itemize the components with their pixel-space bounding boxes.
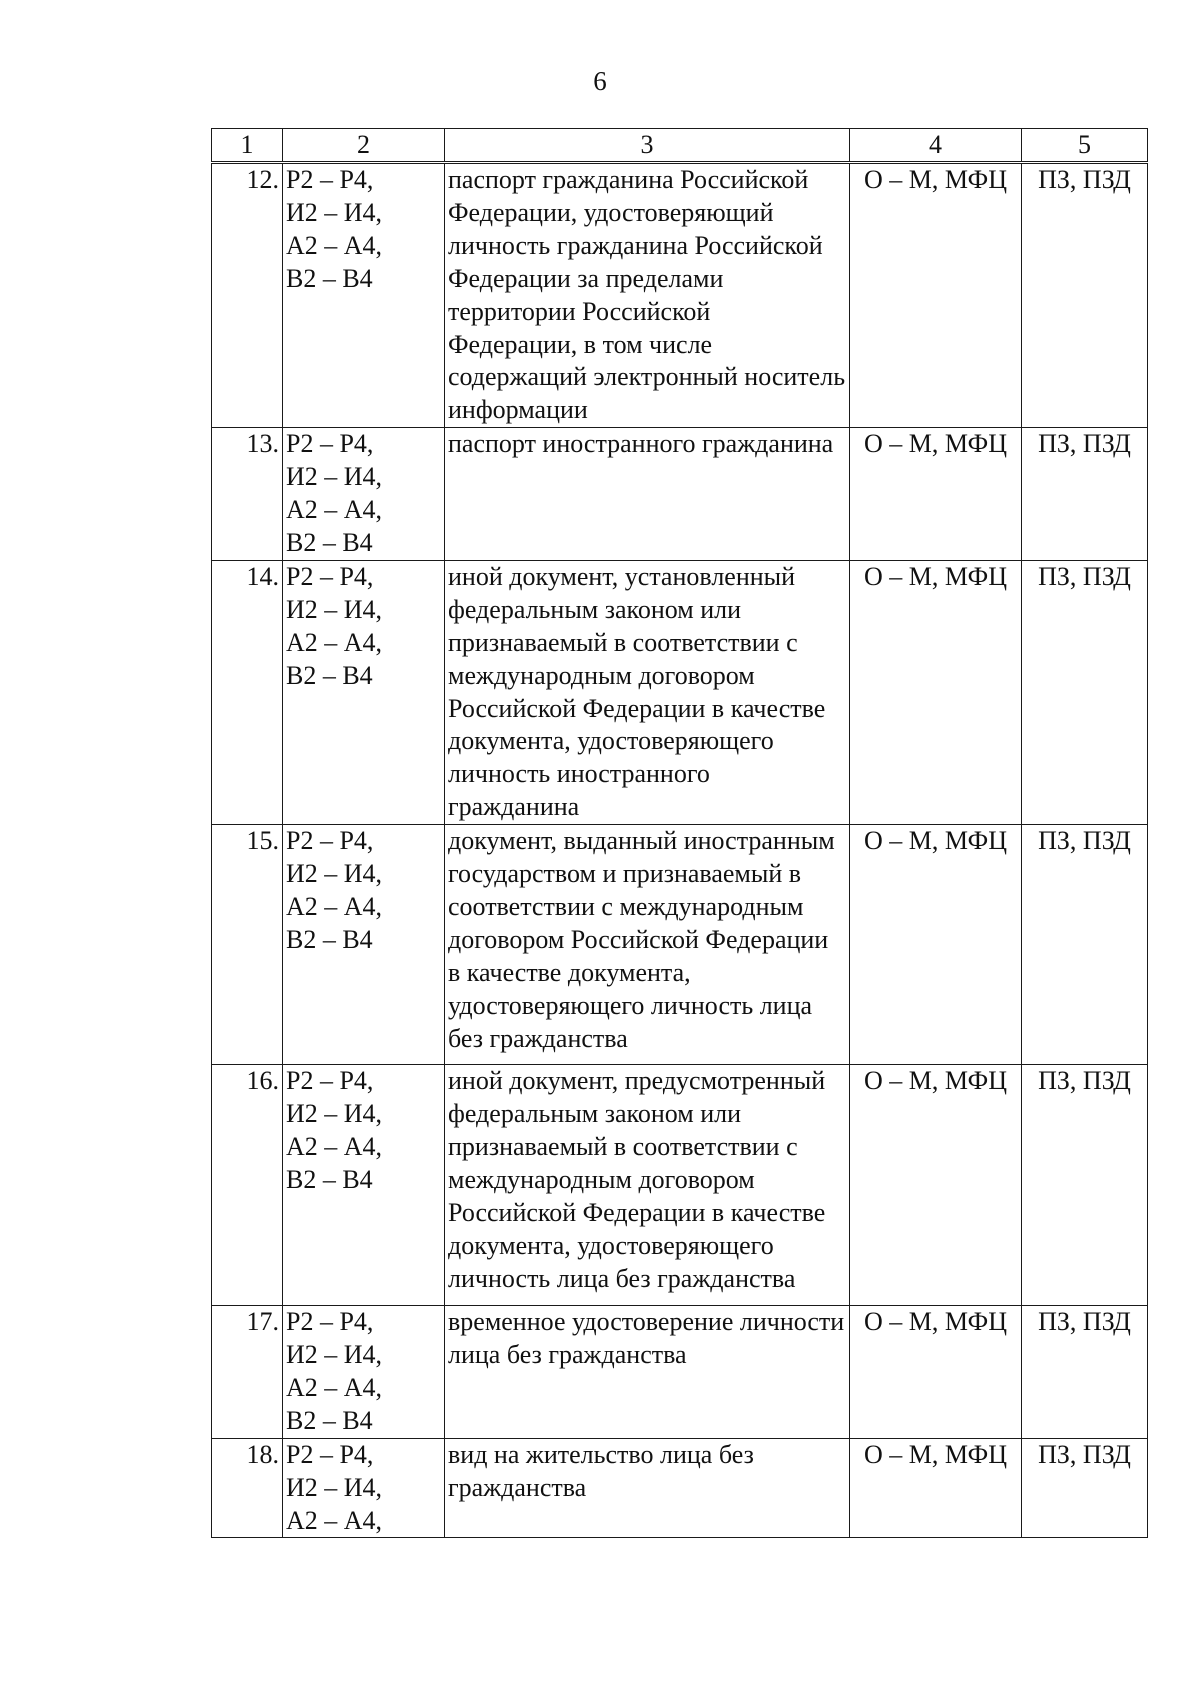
- code-line: Р2 – Р4,: [286, 1439, 374, 1469]
- row-number: 15.: [212, 825, 283, 1065]
- row-description: временное удостоверение личности лица без гражданства: [445, 1306, 850, 1439]
- row-type: ПЗ, ПЗД: [1022, 428, 1148, 561]
- code-line: И2 – И4,: [286, 859, 383, 889]
- code-line: А2 – А4,: [286, 1505, 383, 1535]
- row-number: 14.: [212, 560, 283, 824]
- row-type: ПЗ, ПЗД: [1022, 560, 1148, 824]
- code-line: Р2 – Р4,: [286, 165, 374, 194]
- row-description: иной документ, установленный федеральным законом или признаваемый в соответствии с международным договором Российской Федерации в качестве документа, удостоверяющего личность иностранного гражданина: [445, 560, 850, 824]
- row-description: иной документ, предусмотренный федеральным законом или признаваемый в соответствии с международным договором Российской Федерации в качестве документа, удостоверяющего личность лица без гражданства: [445, 1065, 850, 1306]
- table-body: [212, 163, 1148, 1538]
- code-line: И2 – И4,: [286, 1340, 383, 1370]
- code-line: А2 – А4,: [286, 891, 383, 921]
- document-table: [211, 128, 1148, 1538]
- code-line: Р2 – Р4,: [286, 1066, 374, 1096]
- row-number: 13.: [212, 428, 283, 561]
- code-line: И2 – И4,: [286, 1099, 383, 1129]
- header-col-1: 1: [212, 129, 283, 163]
- code-line: И2 – И4,: [286, 197, 383, 227]
- row-organization: О – М, МФЦ: [850, 163, 1022, 428]
- row-type: ПЗ, ПЗД: [1022, 825, 1148, 1065]
- code-line: Р2 – Р4,: [286, 826, 374, 856]
- row-number: 12.: [212, 163, 283, 428]
- header-col-3: 3: [445, 129, 850, 163]
- row-description: паспорт иностранного гражданина: [445, 428, 850, 561]
- row-description: документ, выданный иностранным государством и признаваемый в соответствии с международным договором Российской Федерации в качестве документа, удостоверяющего личность лица без гражданства: [445, 825, 850, 1065]
- code-line: А2 – А4,: [286, 1372, 383, 1402]
- row-codes: [283, 560, 445, 824]
- row-codes: [283, 428, 445, 561]
- code-line: И2 – И4,: [286, 462, 383, 492]
- header-col-2: 2: [283, 129, 445, 163]
- code-line: Р2 – Р4,: [286, 429, 374, 459]
- row-organization: О – М, МФЦ: [850, 1065, 1022, 1306]
- page-number: 6: [593, 66, 607, 96]
- header-col-4: 4: [850, 129, 1022, 163]
- row-codes: [283, 1438, 445, 1538]
- code-line: И2 – И4,: [286, 1472, 383, 1502]
- code-line: В2 – В4: [286, 660, 373, 690]
- table-row: [212, 163, 1148, 428]
- row-number: 17.: [212, 1306, 283, 1439]
- code-line: В2 – В4: [286, 1164, 373, 1194]
- row-codes: [283, 1065, 445, 1306]
- code-line: А2 – А4,: [286, 1131, 383, 1161]
- row-type: ПЗ, ПЗД: [1022, 1306, 1148, 1439]
- code-line: А2 – А4,: [286, 230, 383, 260]
- table-row: [212, 825, 1148, 1065]
- code-line: И2 – И4,: [286, 594, 383, 624]
- table-header: [212, 129, 1148, 163]
- row-type: ПЗ, ПЗД: [1022, 163, 1148, 428]
- row-codes: [283, 1306, 445, 1439]
- table-row: [212, 560, 1148, 824]
- code-line: В2 – В4: [286, 263, 373, 293]
- table-row: [212, 1306, 1148, 1439]
- row-codes: [283, 825, 445, 1065]
- row-number: 16.: [212, 1065, 283, 1306]
- code-line: В2 – В4: [286, 1405, 373, 1435]
- row-organization: О – М, МФЦ: [850, 560, 1022, 824]
- table-row: [212, 428, 1148, 561]
- table-row: [212, 1438, 1148, 1538]
- code-line: Р2 – Р4,: [286, 1307, 374, 1337]
- row-type: ПЗ, ПЗД: [1022, 1438, 1148, 1538]
- table-row: [212, 1065, 1148, 1306]
- code-line: Р2 – Р4,: [286, 561, 374, 591]
- row-type: ПЗ, ПЗД: [1022, 1065, 1148, 1306]
- code-line: В2 – В4: [286, 527, 373, 557]
- row-codes: [283, 163, 445, 428]
- row-organization: О – М, МФЦ: [850, 428, 1022, 561]
- row-organization: О – М, МФЦ: [850, 1306, 1022, 1439]
- code-line: В2 – В4: [286, 924, 373, 954]
- row-number: 18.: [212, 1438, 283, 1538]
- row-description: паспорт гражданина Российской Федерации, удостоверяющий личность гражданина Российской Федерации за пределами территории Российской Федерации, в том числе содержащий электронный носитель информации: [445, 163, 850, 428]
- row-description: вид на жительство лица без гражданства: [445, 1438, 850, 1538]
- header-row: [212, 129, 1148, 163]
- code-line: А2 – А4,: [286, 495, 383, 525]
- code-line: А2 – А4,: [286, 627, 383, 657]
- header-col-5: 5: [1022, 129, 1148, 163]
- row-organization: О – М, МФЦ: [850, 825, 1022, 1065]
- row-organization: О – М, МФЦ: [850, 1438, 1022, 1538]
